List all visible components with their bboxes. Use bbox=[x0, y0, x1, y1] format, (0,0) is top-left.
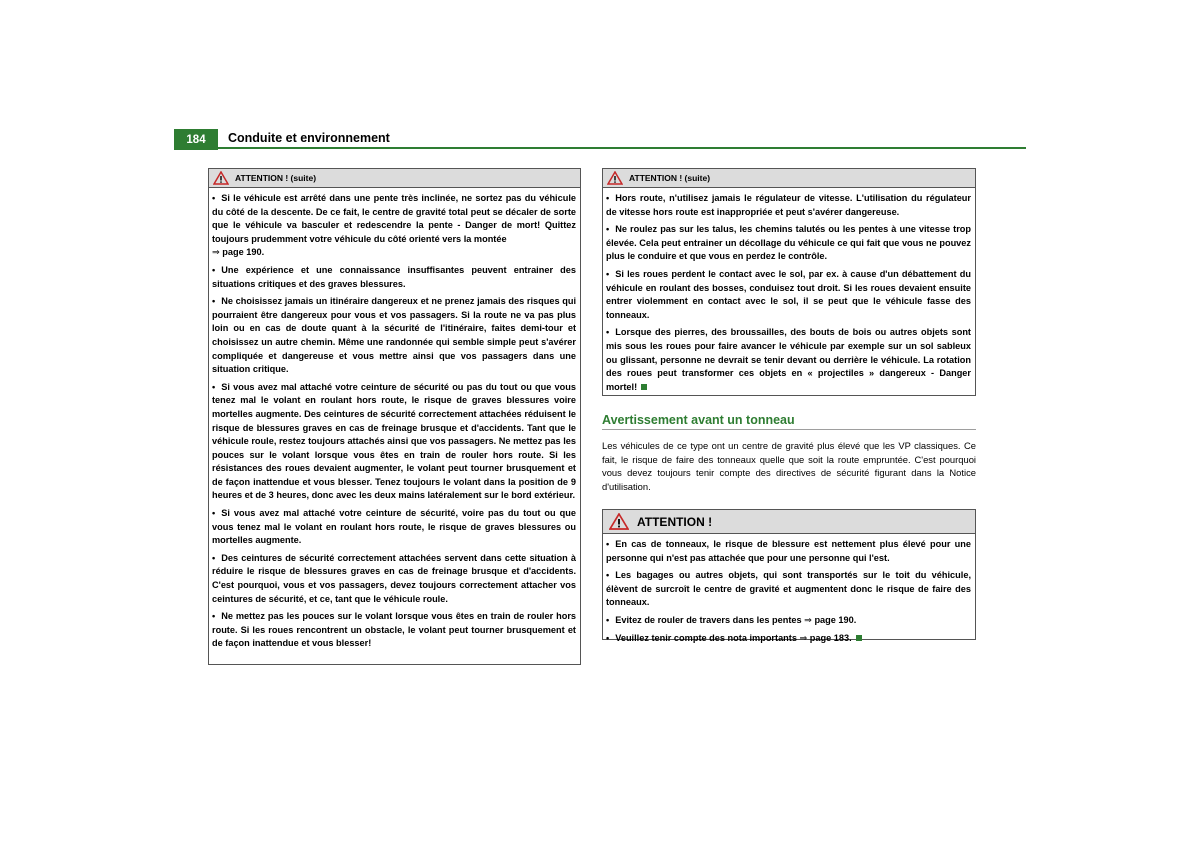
header-rule bbox=[218, 147, 1026, 149]
warning-paragraph: • Lorsque des pierres, des broussailles, des bouts de bois ou autres objets sont mis sous les roues pour faire avancer le véhicule par exemple sur un sol sableux ou glissant, personne ne devrait se tenir devant ou derrière le véhicule. La rotation des roues peut transformer ces objets en « projectiles » dangereux - Danger mortel! bbox=[606, 327, 971, 392]
warning-paragraph: • Hors route, n'utilisez jamais le régulateur de vitesse. L'utilisation du régulateur de vitesse hors route est inappropriée et peut s'avérer dangereuse. bbox=[606, 193, 971, 217]
attention-box-body bbox=[603, 534, 975, 651]
bullet-icon: • bbox=[212, 611, 216, 622]
end-mark-icon bbox=[641, 384, 647, 390]
bullet-icon: • bbox=[212, 296, 216, 307]
bullet-icon: • bbox=[606, 193, 610, 203]
attention-box-title: ATTENTION ! bbox=[637, 514, 713, 529]
attention-item: • Evitez de rouler de travers dans les pentes ⇒ page 190. bbox=[606, 614, 857, 625]
bullet-icon: • bbox=[212, 552, 216, 563]
warning-paragraph: • Si vous avez mal attaché votre ceinture de sécurité, voire pas du tout ou que vous tenez mal le volant en roulant hors route, le risque de graves blessures ou mortelles augmente. bbox=[212, 508, 576, 546]
page-reference-link[interactable]: page 190. bbox=[814, 614, 857, 625]
warning-paragraph: • Si vous avez mal attaché votre ceinture de sécurité ou pas du tout ou que vous tenez mal le volant en roulant hors route, le risque de graves blessures voire mortelles augmente. Des ceintures de sécurité correctement attachées réduisent le risque de blessures graves en cas de freinage brusque et d'accidents. Tant que le véhicule roule, restez toujours attachés ainsi que vos passagers. Ne mettez pas les pouces sur le volant lorsque vous êtes en train de rouler hors route. Si les résistances des roues devaient augmenter, le volant peut tourner brusquement et de façon inattendue et vous blesser. Tenez toujours le volant dans la position de 9 heures et de 3 heures, donc avec les deux mains latéralement sur le bord extérieur. bbox=[212, 381, 576, 501]
warning-box-title: ATTENTION ! (suite) bbox=[629, 173, 711, 183]
bullet-icon: • bbox=[212, 264, 216, 275]
bullet-icon: • bbox=[606, 614, 610, 625]
attention-box-header bbox=[603, 510, 975, 534]
warning-box-right bbox=[602, 168, 976, 396]
reference-arrow-icon: ⇒ bbox=[799, 632, 808, 643]
warning-box-left bbox=[208, 168, 581, 665]
page-reference-link[interactable]: page 190. bbox=[222, 247, 265, 258]
warning-box-body bbox=[603, 188, 975, 400]
warning-box-header bbox=[603, 169, 975, 188]
bullet-icon: • bbox=[606, 268, 610, 279]
bullet-icon: • bbox=[212, 381, 216, 392]
bullet-icon: • bbox=[606, 539, 610, 549]
warning-triangle-icon bbox=[607, 171, 623, 185]
warning-paragraph: • Une expérience et une connaissance insuffisantes peuvent entrainer des situations critiques et des graves blessures. bbox=[212, 264, 576, 289]
warning-paragraph: • Ne choisissez jamais un itinéraire dangereux et ne prenez jamais des risques qui pourraient être dangereux pour vous et vos passagers. Si la route ne va pas plus loin ou en cas de doute quant à la sécurité de l'itinéraire, faites demi-tour et choisissez un autre chemin. Même une randonnée qui semble simple peut s'avérer compliquée et dangereuse et vous mettre ainsi que vos passagers dans une situation critique. bbox=[212, 296, 576, 375]
attention-box bbox=[602, 509, 976, 643]
bullet-icon: • bbox=[606, 632, 610, 643]
warning-paragraph: • Si le véhicule est arrêté dans une pente très inclinée, ne sortez pas du véhicule du côté de la descente. De ce fait, le centre de gravité total peut se décaler de sorte que le véhicule va basculer et redescendre la pente - Danger de mort! Quittez toujours prudemment votre véhicule du côté orienté vers la montée ⇒ page 190. bbox=[212, 193, 576, 258]
warning-box-header bbox=[209, 169, 580, 188]
bullet-icon: • bbox=[606, 327, 610, 338]
attention-item: • Les bagages ou autres objets, qui sont transportés sur le toit du véhicule, élèvent de surcroît le centre de gravité et augmentent donc le risque de faire des tonneaux. bbox=[606, 570, 971, 608]
bullet-icon: • bbox=[606, 224, 610, 235]
warning-box-title: ATTENTION ! (suite) bbox=[235, 173, 317, 183]
warning-paragraph: • Des ceintures de sécurité correctement attachées servent dans cette situation à réduire le risque de blessures graves en cas de freinage brusque et d'accidents. C'est pourquoi, vous et vos passagers, devez toujours correctement attacher vos ceintures de sécurité, et ce, tant que le véhicule roule. bbox=[212, 552, 576, 604]
bullet-icon: • bbox=[212, 193, 216, 203]
section-heading: Avertissement avant un tonneau bbox=[602, 413, 976, 430]
warning-paragraph: • Ne roulez pas sur les talus, les chemins talutés ou les pentes à une vitesse trop élevée. Cela peut entrainer un décollage du véhicule ce qui fait que vous ne pouvez plus le conduire et que vous en perdez le contrôle. bbox=[606, 224, 971, 262]
bullet-icon: • bbox=[606, 570, 610, 581]
page-number: 184 bbox=[174, 129, 218, 150]
warning-triangle-icon bbox=[213, 171, 229, 185]
page-reference-link[interactable]: page 183. bbox=[809, 632, 852, 643]
bullet-icon: • bbox=[212, 508, 216, 519]
warning-triangle-icon bbox=[609, 513, 629, 530]
warning-box-body bbox=[209, 188, 580, 657]
attention-item: • Veuillez tenir compte des nota importants ⇒ page 183. bbox=[606, 632, 971, 646]
reference-arrow-icon: ⇒ bbox=[804, 614, 812, 625]
end-mark-icon bbox=[856, 635, 862, 641]
warning-paragraph: • Ne mettez pas les pouces sur le volant lorsque vous êtes en train de rouler hors route. Si les roues rencontrent un obstacle, le volant peut tourner brusquement et de façon inattendue et vous blesser! bbox=[212, 611, 576, 649]
chapter-title: Conduite et environnement bbox=[228, 131, 390, 145]
reference-arrow-icon: ⇒ bbox=[212, 247, 220, 258]
attention-item: • En cas de tonneaux, le risque de blessure est nettement plus élevé pour une personne qui n'est pas attachée que pour une personne qui l'est. bbox=[606, 539, 971, 563]
warning-paragraph: • Si les roues perdent le contact avec le sol, par ex. à cause d'un débattement du véhicule en roulant des bosses, conduisez tout droit. Si les roues devaient ensuite entrer violemment en contact avec le sol, il se peut que le véhicule fasse des tonneaux. bbox=[606, 268, 971, 320]
section-intro: Les véhicules de ce type ont un centre de gravité plus élevé que les VP classiques. Ce fait, le risque de faire des tonneaux quelle que soit la route empruntée. C'est pourquoi vous devez toujours tenir compte des directives de sécurité figurant dans la Notice d'utilisation. bbox=[602, 440, 976, 492]
